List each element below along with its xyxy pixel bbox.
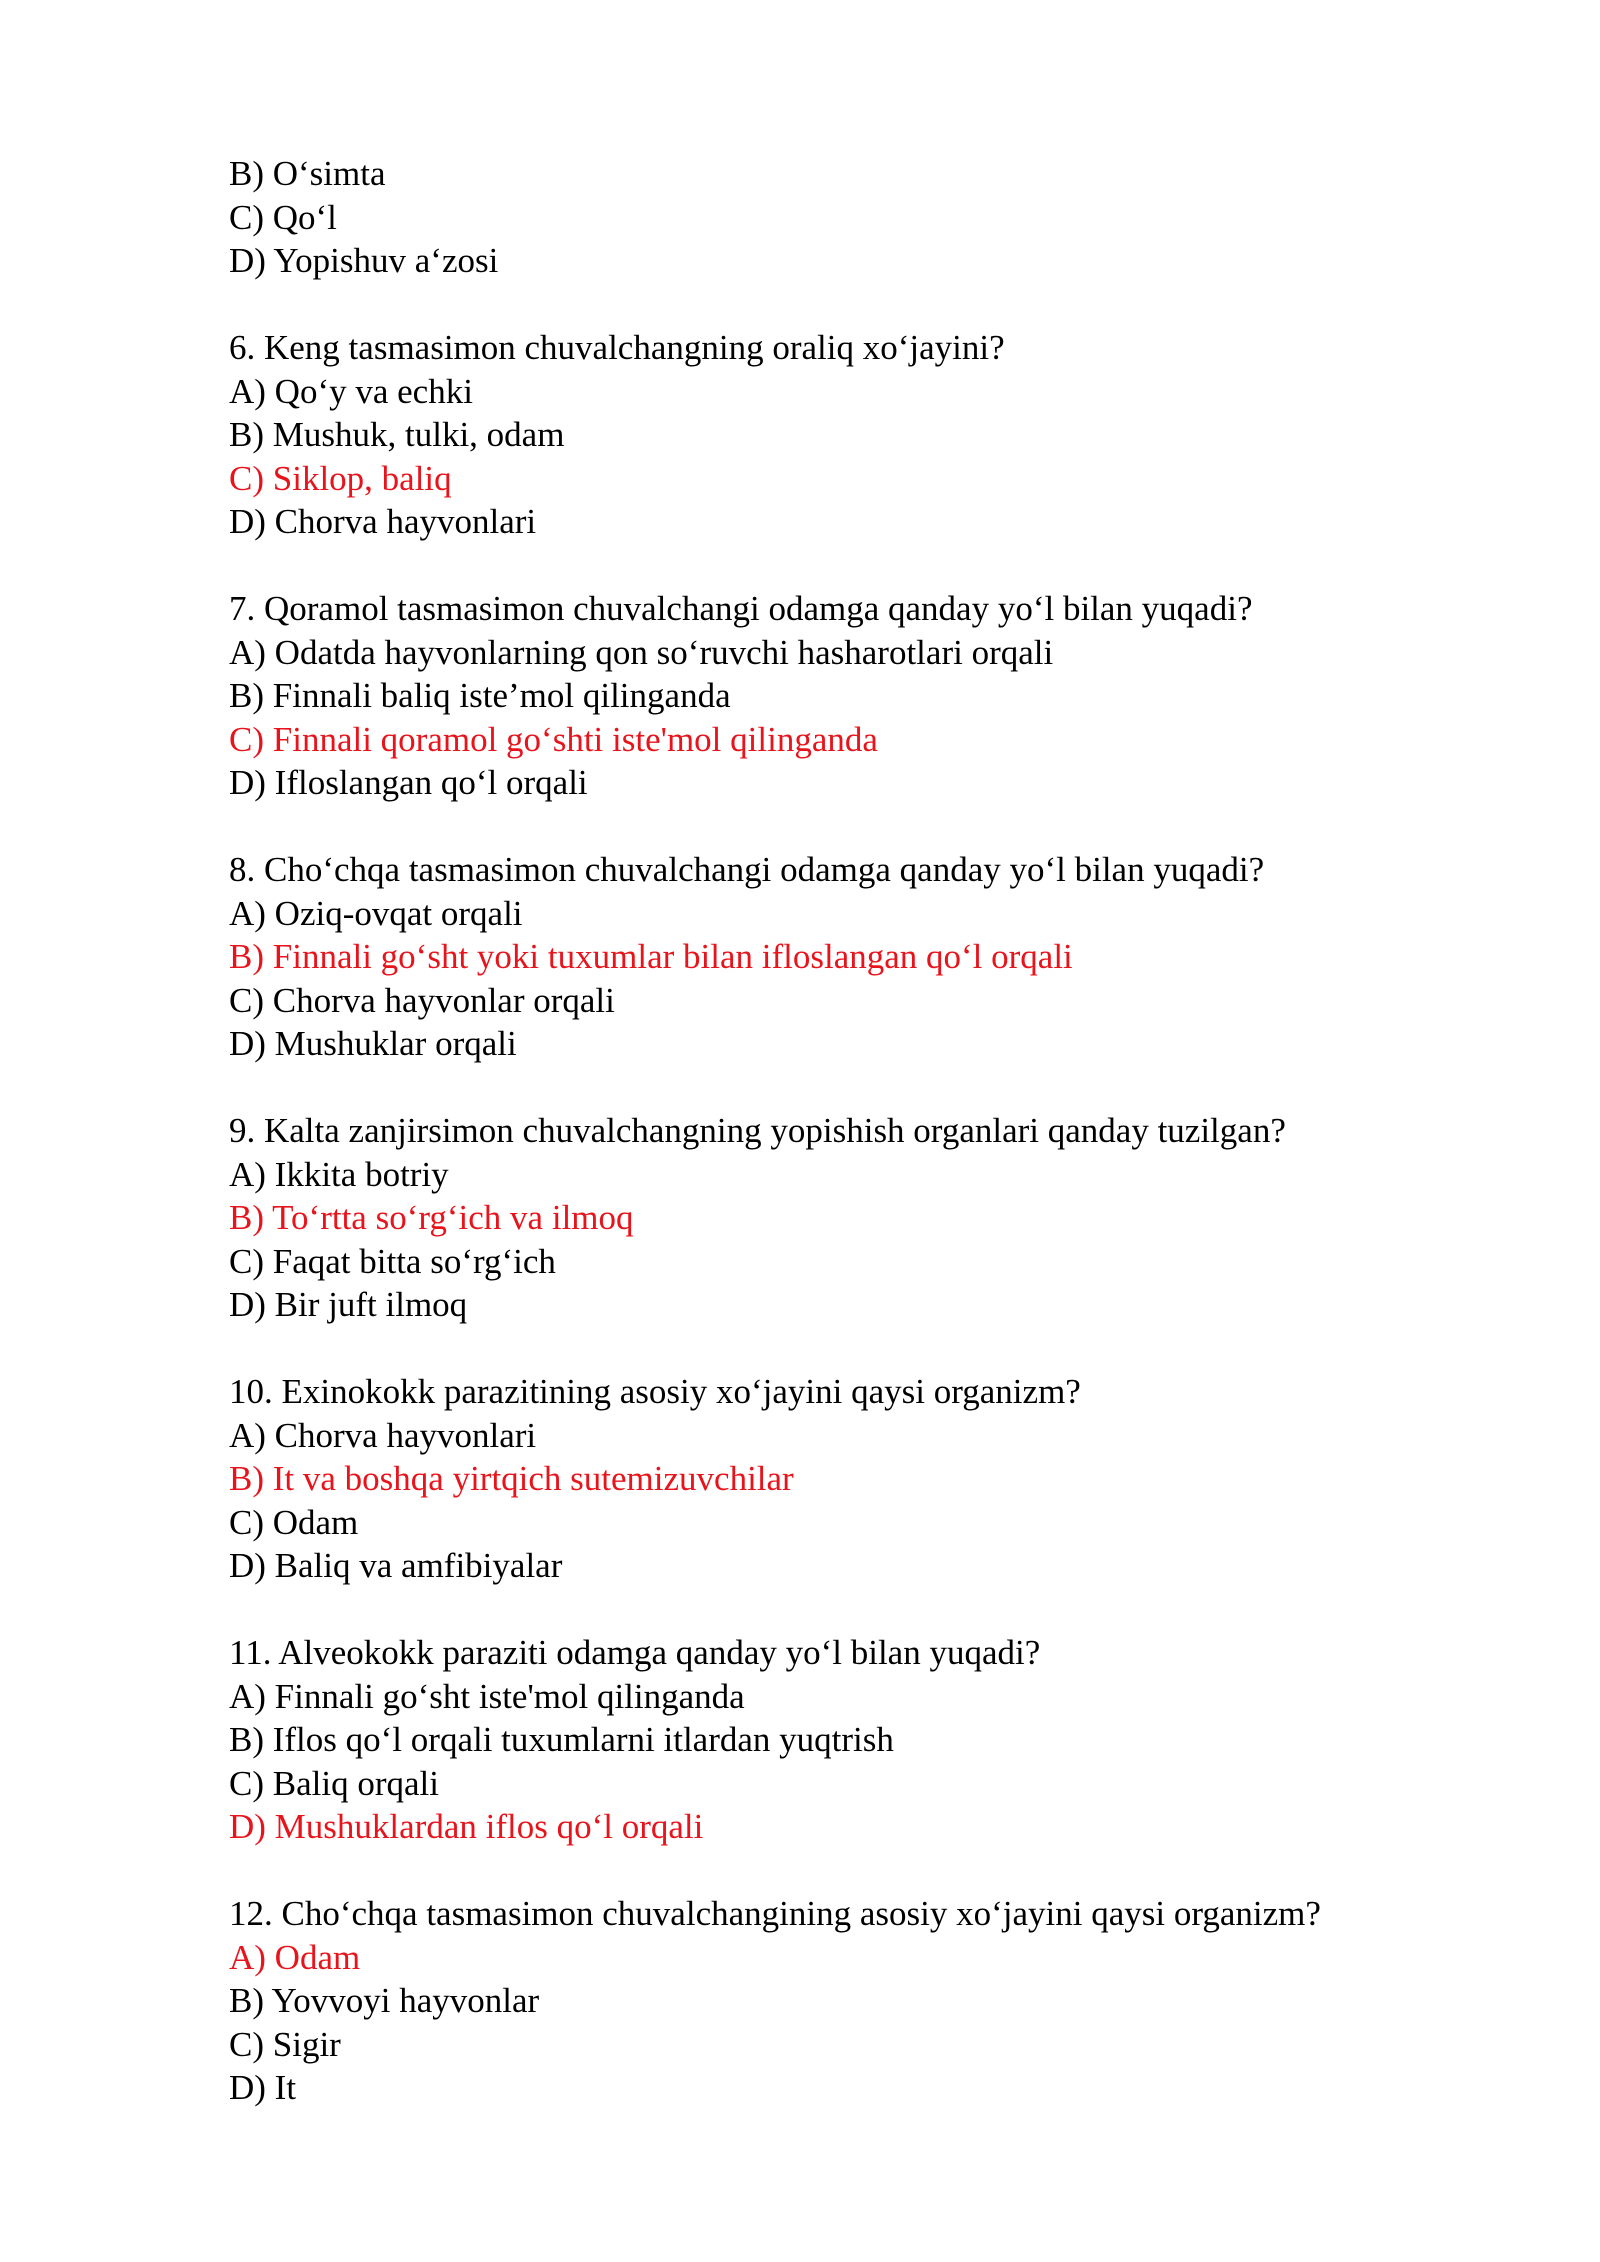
question-10 xyxy=(229,1370,1469,1588)
question-8 xyxy=(229,848,1469,1066)
option-9-a: A) Ikkita botriy xyxy=(229,1154,449,1194)
option-10-a: A) Chorva hayvonlari xyxy=(229,1415,537,1455)
option-9-c: C) Faqat bitta so‘rg‘ich xyxy=(229,1241,556,1281)
question-12-text: 12. Cho‘chqa tasmasimon chuvalchangining asosiy xo‘jayini qaysi organizm? xyxy=(229,1894,1321,1933)
question-6 xyxy=(229,326,1469,544)
question-5-continuation xyxy=(229,152,1469,283)
option-7-d: D) Ifloslangan qo‘l orqali xyxy=(229,763,588,802)
option-11-d-correct: D) Mushuklardan iflos qo‘l orqali xyxy=(229,1807,704,1846)
quiz-content xyxy=(229,152,1469,2153)
option-8-b-correct: B) Finnali go‘sht yoki tuxumlar bilan ifloslangan qo‘l orqali xyxy=(229,937,1073,976)
question-10-text: 10. Exinokokk parazitining asosiy xo‘jayini qaysi organizm? xyxy=(229,1372,1081,1411)
option-12-b: B) Yovvoyi hayvonlar xyxy=(229,1981,540,2020)
option-12-d: D) It xyxy=(229,2068,297,2107)
option-9-d: D) Bir juft ilmoq xyxy=(229,1285,468,1324)
option-11-a: A) Finnali go‘sht iste'mol qilinganda xyxy=(229,1676,745,1716)
question-9-text: 9. Kalta zanjirsimon chuvalchangning yopishish organlari qanday tuzilgan? xyxy=(229,1111,1286,1150)
option-12-c: C) Sigir xyxy=(229,2024,341,2064)
question-9 xyxy=(229,1109,1469,1327)
option-5-d: D) Yopishuv a‘zosi xyxy=(229,241,499,280)
option-9-b-correct: B) To‘rtta so‘rg‘ich va ilmoq xyxy=(229,1198,634,1237)
option-11-c: C) Baliq orqali xyxy=(229,1763,439,1803)
option-6-d: D) Chorva hayvonlari xyxy=(229,502,537,541)
option-7-c-correct: C) Finnali qoramol go‘shti iste'mol qilinganda xyxy=(229,719,878,759)
question-7-text: 7. Qoramol tasmasimon chuvalchangi odamga qanday yo‘l bilan yuqadi? xyxy=(229,589,1253,628)
option-6-c-correct: C) Siklop, baliq xyxy=(229,458,452,498)
option-8-c: C) Chorva hayvonlar orqali xyxy=(229,980,615,1020)
option-7-a: A) Odatda hayvonlarning qon so‘ruvchi hasharotlari orqali xyxy=(229,632,1054,672)
option-10-b-correct: B) It va boshqa yirtqich sutemizuvchilar xyxy=(229,1459,794,1498)
option-6-a: A) Qo‘y va echki xyxy=(229,371,473,411)
option-8-a: A) Oziq-ovqat orqali xyxy=(229,893,523,933)
option-10-c: C) Odam xyxy=(229,1502,359,1542)
question-7 xyxy=(229,587,1469,805)
question-11-text: 11. Alveokokk paraziti odamga qanday yo‘l bilan yuqadi? xyxy=(229,1633,1041,1672)
question-12 xyxy=(229,1892,1469,2110)
option-5-c: C) Qo‘l xyxy=(229,197,337,237)
question-11 xyxy=(229,1631,1469,1849)
option-12-a-correct: A) Odam xyxy=(229,1937,361,1977)
option-10-d: D) Baliq va amfibiyalar xyxy=(229,1546,563,1585)
option-7-b: B) Finnali baliq iste’mol qilinganda xyxy=(229,676,731,715)
option-5-b: B) O‘simta xyxy=(229,154,386,193)
option-11-b: B) Iflos qo‘l orqali tuxumlarni itlardan yuqtrish xyxy=(229,1720,894,1759)
question-8-text: 8. Cho‘chqa tasmasimon chuvalchangi odamga qanday yo‘l bilan yuqadi? xyxy=(229,850,1265,889)
question-6-text: 6. Keng tasmasimon chuvalchangning oraliq xo‘jayini? xyxy=(229,328,1005,367)
option-8-d: D) Mushuklar orqali xyxy=(229,1024,517,1063)
option-6-b: B) Mushuk, tulki, odam xyxy=(229,415,565,454)
